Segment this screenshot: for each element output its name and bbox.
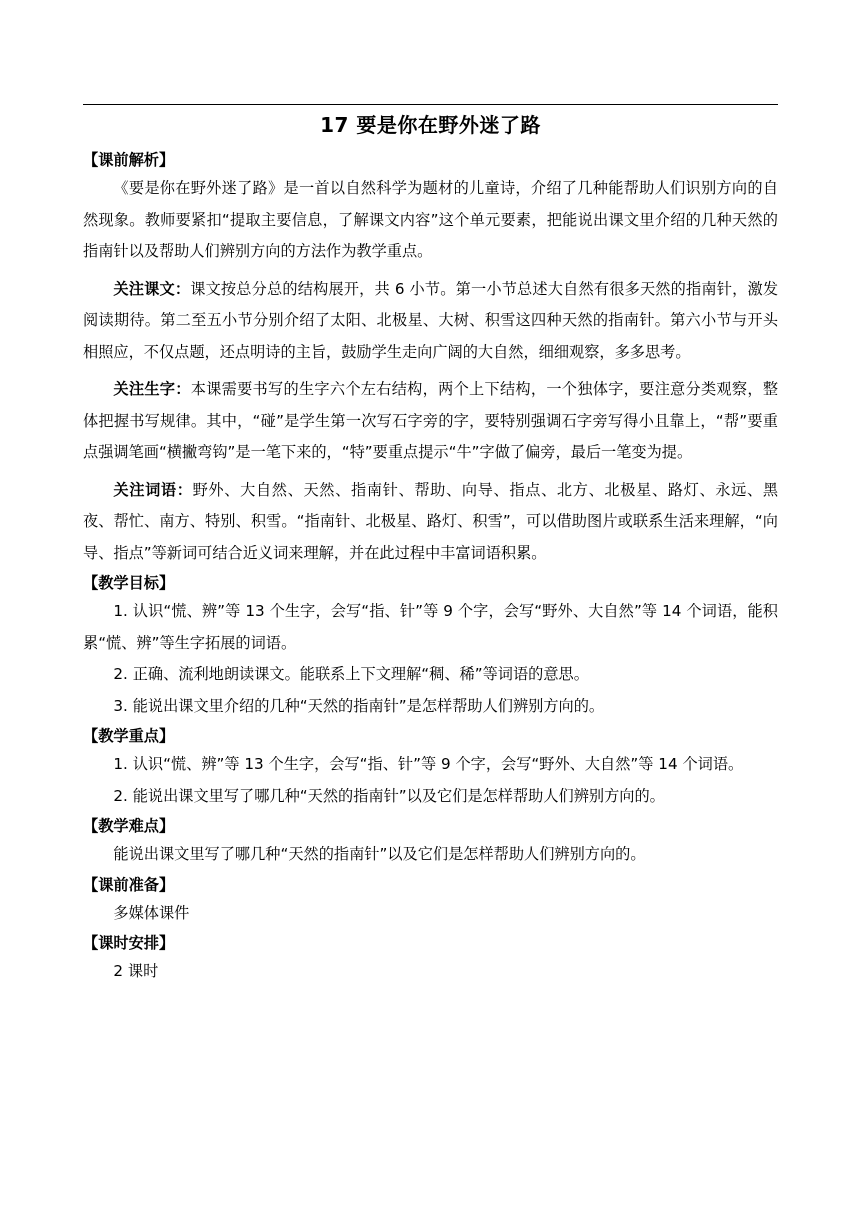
analysis-chars-paragraph — [83, 374, 778, 469]
preparation-text: 多媒体课件 — [113, 903, 190, 922]
difficulties-text: 能说出课文里写了哪几种“天然的指南针”以及它们是怎样帮助人们辨别方向的。 — [113, 845, 646, 863]
analysis-text-label: 关注课文： — [113, 279, 191, 298]
goal-item: 1. 认识“慌、辨”等 13 个生字，会写“指、针”等 9 个字，会写“野外、大自然”等 14 个词语，能积累“慌、辨”等生字拓展的词语。 — [83, 602, 778, 652]
analysis-words-body: 野外、大自然、天然、指南针、帮助、向导、指点、北方、北极星、路灯、永远、黑夜、帮忙、南方、特别、积雪。“指南针、北极星、路灯、积雪”，可以借助图片或联系生活来理解，“向导、指点”等新词可结合近义词来理解，并在此过程中丰富词语积累。 — [83, 480, 779, 562]
header-rule — [83, 104, 778, 105]
section-heading-goals: 【教学目标】 — [83, 574, 175, 592]
goal-item: 3. 能说出课文里介绍的几种“天然的指南针”是怎样帮助人们辨别方向的。 — [113, 696, 605, 715]
section-heading-schedule: 【课时安排】 — [83, 934, 175, 952]
section-heading-preparation: 【课前准备】 — [83, 875, 175, 894]
analysis-chars-label: 关注生字： — [113, 380, 191, 398]
analysis-text-body: 课文按总分总的结构展开，共 6 小节。第一小节总述大自然有很多天然的指南针，激发阅读期待。第二至五小节分别介绍了太阳、北极星、大树、积雪这四种天然的指南针。第六小节与开头相照应，不仅点题，还点明诗的主旨，鼓励学生走向广阔的大自然，细细观察，多多思考。 — [83, 279, 779, 361]
goal-item: 2. 正确、流利地朗读课文。能联系上下文理解“稠、稀”等词语的意思。 — [113, 665, 589, 683]
analysis-intro: 《要是你在野外迷了路》是一首以自然科学为题材的儿童诗，介绍了几种能帮助人们识别方向的自然现象。教师要紧扣“提取主要信息，了解课文内容”这个单元要素，把能说出课文里介绍的几种天然的指南针以及帮助人们辨别方向的方法作为教学重点。 — [83, 179, 778, 260]
analysis-text-paragraph — [83, 274, 778, 369]
analysis-words-paragraph — [83, 475, 778, 570]
section-heading-analysis: 【课前解析】 — [83, 151, 175, 169]
document-body — [83, 146, 778, 988]
analysis-chars-body: 本课需要书写的生字六个左右结构，两个上下结构，一个独体字，要注意分类观察，整体把握书写规律。其中，“碰”是学生第一次写石字旁的字，要特别强调石字旁写得小且靠上，“帮”要重点强调笔画“横撇弯钩”是一笔下来的，“特”要重点提示“牛”字做了偏旁，最后一笔变为提。 — [83, 380, 779, 461]
schedule-text: 2 课时 — [113, 962, 159, 980]
page-title: 17 要是你在野外迷了路 — [320, 113, 541, 137]
analysis-words-label: 关注词语： — [113, 480, 193, 499]
key-point-item: 2. 能说出课文里写了哪几种“天然的指南针”以及它们是怎样帮助人们辨别方向的。 — [113, 786, 665, 805]
key-point-item: 1. 认识“慌、辨”等 13 个生字，会写“指、针”等 9 个字，会写“野外、大自然”等 14 个词语。 — [113, 755, 744, 773]
section-heading-difficulties: 【教学难点】 — [83, 817, 175, 835]
section-heading-key-points: 【教学重点】 — [83, 727, 175, 745]
